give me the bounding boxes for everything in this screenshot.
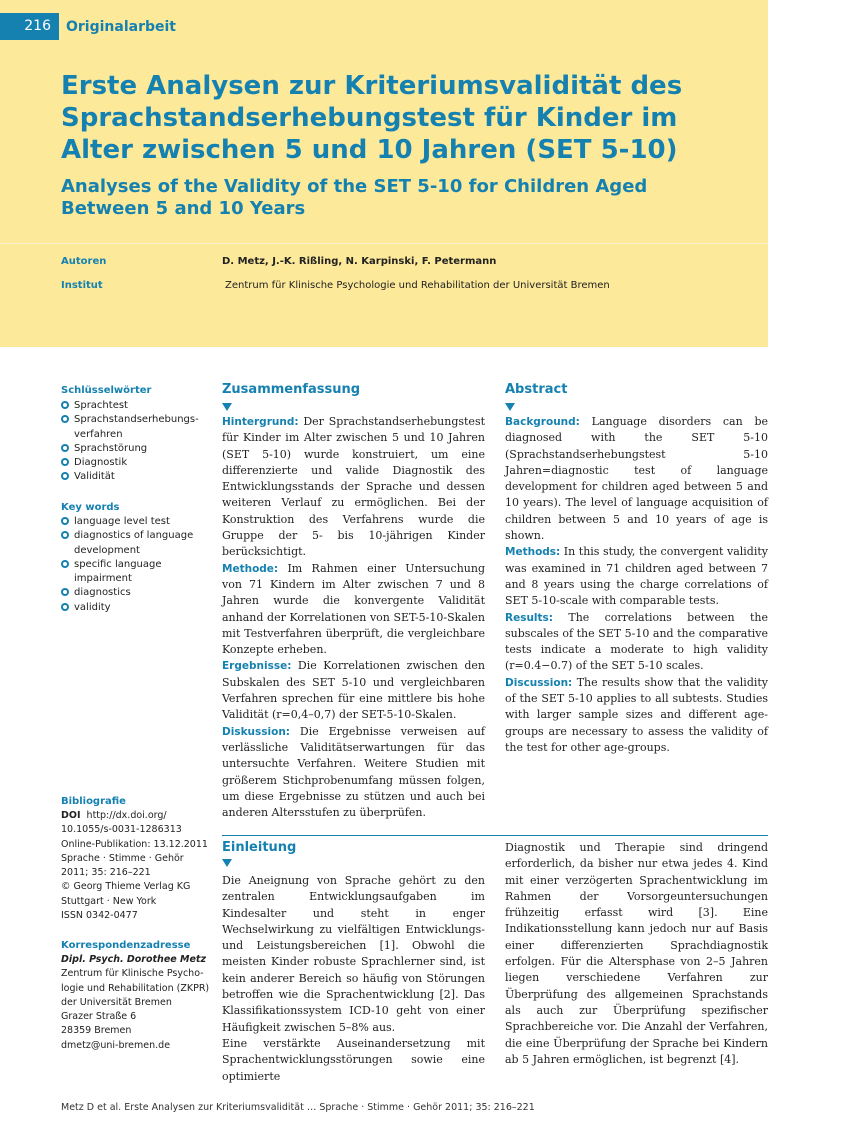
bullet-icon (61, 472, 69, 480)
abstract-heading: Abstract (505, 382, 568, 397)
triangle-down-icon (222, 859, 232, 867)
keywords-de-list (61, 399, 211, 485)
bullet-icon (61, 401, 69, 409)
einleitung-col1: Die Aneignung von Sprache gehört zu den zentralen Entwicklungsaufgaben im Kindesalter und steht in enger Wechselwirkung zu vielfältigen Entwicklungs- und Leistungsbereichen [1]. Obwohl die meisten Kinder robuste Sprachlerner sind, ist kein anderer Bereich so häufig von Störungen betroffen wie die Sprachentwicklung [2]. Das Klassifikationssystem ICD-10 geht von einer Häufigkeit zwischen 5–8% aus. Eine verstärkte Auseinandersetzung mit Sprachentwicklungsstörungen sowie eine optimierte (222, 874, 485, 1083)
bibliografie-heading: Bibliografie (61, 796, 126, 807)
bullet-icon (61, 458, 69, 466)
header-band (0, 0, 768, 347)
list-item: specific language impairment (61, 558, 211, 587)
korrespondenz-block: Dipl. Psych. Dorothee Metz Zentrum für Klinische Psycho- logie und Rehabilitation (ZKPR) der Universität Bremen Grazer Straße 6 28359 Bremen dmetz@uni-bremen.de (61, 954, 210, 1051)
bullet-icon (61, 560, 69, 568)
keywords-en-heading: Key words (61, 502, 120, 513)
bullet-icon (61, 603, 69, 611)
korrespondenz-heading: Korrespondenzadresse (61, 940, 191, 951)
page-number: 216 (0, 13, 59, 40)
bullet-icon (61, 415, 69, 423)
zusammenfassung-body: Hintergrund: Der Sprachstandserhebungstest für Kinder im Alter zwischen 5 und 10 Jahren (SET 5-10) wurde konstruiert, um eine differenzierte und valide Diagnostik des Entwicklungsstands der Sprache und dessen weiteren Verlauf zu ermöglichen. Bei der Konstruktion des Verfahrens wurde die Gruppe der 5- bis 10-jährigen Kinder berücksichtigt. Methode: Im Rahmen einer Untersuchung von 71 Kindern im Alter zwischen 7 und 8 Jahren wurde die konvergente Validität anhand der Korrelationen von SET-5-10-Skalen mit Testverfahren überprüft, die vergleichbare Konzepte erheben. Ergebnisse: Die Korrelationen zwischen den Subskalen des SET 5-10 und vergleichbaren Verfahren sprechen für eine mittlere bis hohe Validität (r=0,4–0,7) der SET-5-10-Skalen. Diskussion: Die Ergebnisse verweisen auf verlässliche Validitätserwartungen für das untersuchte Verfahren. Weitere Studien mit größerem Stichprobenumfang müssen folgen, um diese Ergebnisse zu stützen und auch bei anderen Altersstufen zu überprüfen. (222, 415, 486, 820)
einleitung-heading: Einleitung (222, 840, 297, 855)
authors: D. Metz, J.-K. Rißling, N. Karpinski, F. Petermann (222, 256, 497, 267)
bullet-icon (61, 517, 69, 525)
triangle-down-icon (222, 403, 232, 411)
zusammenfassung-heading: Zusammenfassung (222, 382, 361, 397)
list-item: diagnostics (61, 586, 211, 600)
bullet-icon (61, 531, 69, 539)
list-item: diagnostics of language development (61, 529, 211, 558)
list-item: Sprachtest (61, 399, 211, 413)
section-tag: Originalarbeit (66, 19, 176, 35)
bullet-icon (61, 444, 69, 452)
header-divider (0, 243, 768, 244)
keywords-de-heading: Schlüsselwörter (61, 385, 152, 396)
institute-label: Institut (61, 280, 103, 291)
page-footer: Metz D et al. Erste Analysen zur Kriteriumsvalidität … Sprache · Stimme · Gehör 2011; 35: 216–221 (61, 1102, 535, 1113)
institute: Zentrum für Klinische Psychologie und Rehabilitation der Universität Bremen (225, 280, 610, 291)
list-item: validity (61, 601, 211, 615)
bullet-icon (61, 588, 69, 596)
list-item: Validität (61, 470, 211, 484)
article-title-de: Erste Analysen zur Kriteriumsvalidität des Sprachstandserhebungstest für Kinder im Alter zwischen 5 und 10 Jahren (SET 5-10) (61, 71, 683, 165)
list-item: Sprachstörung (61, 442, 211, 456)
abstract-body: Background: Language disorders can be diagnosed with the SET 5-10 (Sprachstandserhebungstest 5-10 Jahren=diagnostic test of language development for children aged between 5 and 10 years). The level of language acquisition of children between 5 and 10 years of age is shown. Methods: In this study, the convergent validity was examined in 71 children aged between 7 and 8 years using the charge correlations of SET 5-10-scale with comparable tests. Results: The correlations between the subscales of the SET 5-10 and the comparative tests indicate a moderate to high validity (r=0.4−0.7) of the SET 5-10 scales. Discussion: The results show that the validity of the SET 5-10 applies to all subtests. Studies with larger sample sizes and different age-groups are necessary to assess the validity of the test for other age-groups. (505, 415, 769, 754)
keywords-en-list (61, 515, 211, 615)
authors-label: Autoren (61, 256, 107, 267)
einleitung-col2: Diagnostik und Therapie sind dringend erforderlich, da bisher nur etwa jedes 4. Kind mit einer verzögerten Sprachentwicklung im Rahmen der Vorsorgeuntersuchungen frühzeitig erfasst wird [3]. Eine Indikationsstellung kann jedoch nur auf Basis einer differenzierten Sprachdiagnostik erfolgen. Für die Altersphase von 2–5 Jahren liegen verschiedene Verfahren zur Überprüfung des allgemeinen Sprachstands als auch zur Überprüfung spezifischer Sprachbereiche vor. Die Anzahl der Verfahren, die eine Überprüfung der Sprache bei Kindern ab 5 Jahren ermöglichen, ist begrenzt [4]. (505, 841, 768, 1066)
bibliografie-block: DOI http://dx.doi.org/ 10.1055/s-0031-1286313 Online-Publikation: 13.12.2011 Sprache · Stimme · Gehör 2011; 35: 216–221 © Georg Thieme Verlag KG Stuttgart · New York ISSN 0342-0477 (61, 810, 208, 922)
list-item: language level test (61, 515, 211, 529)
list-item: Sprachstandserhebungs-verfahren (61, 413, 211, 442)
article-title-en: Analyses of the Validity of the SET 5-10 for Children Aged Between 5 and 10 Years (61, 176, 648, 219)
section-divider (222, 835, 768, 836)
list-item: Diagnostik (61, 456, 211, 470)
triangle-down-icon (505, 403, 515, 411)
